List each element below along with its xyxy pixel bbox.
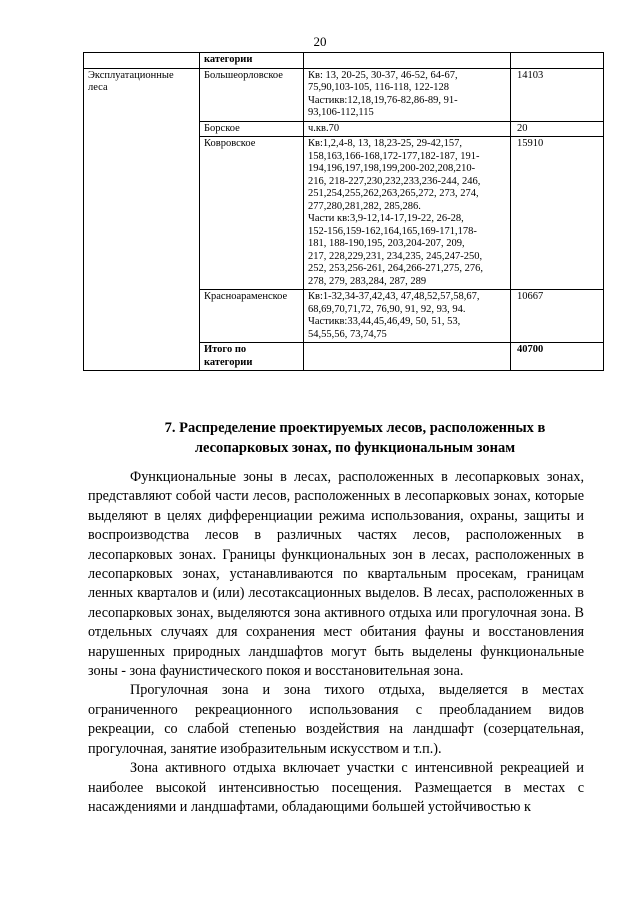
heading-line: лесопарковых зонах, по функциональным зонам xyxy=(194,440,516,456)
quarters-line: Кв:1,2,4-8, 13, 18,23-25, 29-42,157, xyxy=(308,138,462,149)
total-value-cell: 40700 xyxy=(511,343,604,371)
quarters-line: Частикв:33,44,45,46,49, 50, 51, 53, xyxy=(308,316,461,327)
area-cell: 15910 xyxy=(511,137,604,290)
quarters-line: 68,69,70,71,72, 76,90, 91, 92, 93, 94. xyxy=(308,303,466,315)
quarters-line: 158,163,166-168,172-177,182-187, 191- xyxy=(308,150,480,162)
quarters-line: 54,55,56, 73,74,75 xyxy=(308,328,387,340)
quarters-line: 194,196,197,198,199,200-202,208,210- xyxy=(308,163,476,174)
quarters-line: 93,106-112,115 xyxy=(308,107,374,118)
table-cell xyxy=(511,53,604,69)
quarters-line: 216, 218-227,230,232,233,236-244, 246, xyxy=(308,175,481,187)
page-number: 20 xyxy=(313,34,327,49)
table-cell xyxy=(304,53,511,69)
quarters-line: 75,90,103-105, 116-118, 122-128 xyxy=(308,82,449,93)
quarters-line: 181, 188-190,195, 203,204-207, 209, xyxy=(308,238,465,249)
quarters-line: 278, 279, 283,284, 287, 289 xyxy=(308,275,427,287)
quarters-line: 217, 228,229,231, 234,235, 245,247-250, xyxy=(308,250,483,262)
table-row xyxy=(84,53,604,69)
total-label-cell xyxy=(200,343,304,371)
quarters-cell xyxy=(304,290,511,343)
quarters-line: 251,254,255,262,263,265,272, 273, 274, xyxy=(308,188,479,199)
area-cell: 20 xyxy=(511,121,604,137)
forestry-name-cell: Большеорловское xyxy=(200,68,304,121)
quarters-line: Кв: 13, 20-25, 30-37, 46-52, 64-67, xyxy=(308,69,458,81)
quarters-line: Части кв:3,9-12,14-17,19-22, 26-28, xyxy=(308,213,464,224)
total-label-line: Итого по xyxy=(204,344,247,355)
forestry-name-cell: Борское xyxy=(200,121,304,137)
paragraph: Зона активного отдыха включает участки с интенсивной рекреацией и наиболее высокой интенсивностью посещения. Размещается в местах с насаждениями и ландшафтами, обладающими большей устойчивостью к xyxy=(88,760,584,815)
table-cell xyxy=(304,343,511,371)
category-label-cell: Эксплуатационные леса xyxy=(84,68,200,371)
area-cell: 14103 xyxy=(511,68,604,121)
quarters-line: Кв:1-32,34-37,42,43, 47,48,52,57,58,67, xyxy=(308,291,480,302)
forestry-name-cell: Красноараменское xyxy=(200,290,304,343)
quarters-line: Частикв:12,18,19,76-82,86-89, 91- xyxy=(308,94,458,106)
paragraph: Прогулочная зона и зона тихого отдыха, выделяется в местах ограниченного рекреационного использования с преобладанием видов рекреации, со слабой степенью воздействия на ландшафт (созерцательная, прогулочная, занятие изобразительным искусством и т.п.). xyxy=(88,682,584,757)
forestry-name-cell: Ковровское xyxy=(200,137,304,290)
heading-line: 7. Распределение проектируемых лесов, расположенных в xyxy=(164,420,546,436)
total-label-line: категории xyxy=(204,356,253,368)
quarters-line: 252, 253,256-261, 264,266-271,275, 276, xyxy=(308,263,483,274)
section-heading xyxy=(120,418,590,458)
quarters-line: 277,280,281,282, 285,286. xyxy=(308,200,421,212)
section-body xyxy=(88,468,584,817)
quarters-line: 152-156,159-162,164,165,169-171,178- xyxy=(308,225,477,237)
quarters-line: ч.кв.70 xyxy=(308,122,340,134)
table-cell xyxy=(84,53,200,69)
forest-category-table xyxy=(83,52,604,371)
area-cell: 10667 xyxy=(511,290,604,343)
quarters-cell xyxy=(304,121,511,137)
table-row xyxy=(84,68,604,121)
quarters-cell xyxy=(304,137,511,290)
quarters-cell xyxy=(304,68,511,121)
paragraph: Функциональные зоны в лесах, расположенных в лесопарковых зонах, представляют собой части лесов, расположенных в лесопарковых зонах, которые выделяют в целях дифференциации режима использования, охраны, защиты и воспроизводства лесов в различных частях лесов, расположенных в лесопарковых зонах. Границы функциональных зон в лесах, расположенных в лесопарковых зонах, устанавливаются по квартальным просекам, границам ленных кварталов и (или) лесотаксационных выделов. В лесах, расположенных в лесопарковых зонах, выделяются зона активного отдыха или прогулочная зона. В отдельных случаях для сохранения мест обитания фауны и восстановления нарушенных природных ландшафтов могут быть выделены функциональные зоны - зона фаунистического покоя и восстановительная зона. xyxy=(88,469,584,680)
category-fragment-cell: категории xyxy=(200,53,304,69)
